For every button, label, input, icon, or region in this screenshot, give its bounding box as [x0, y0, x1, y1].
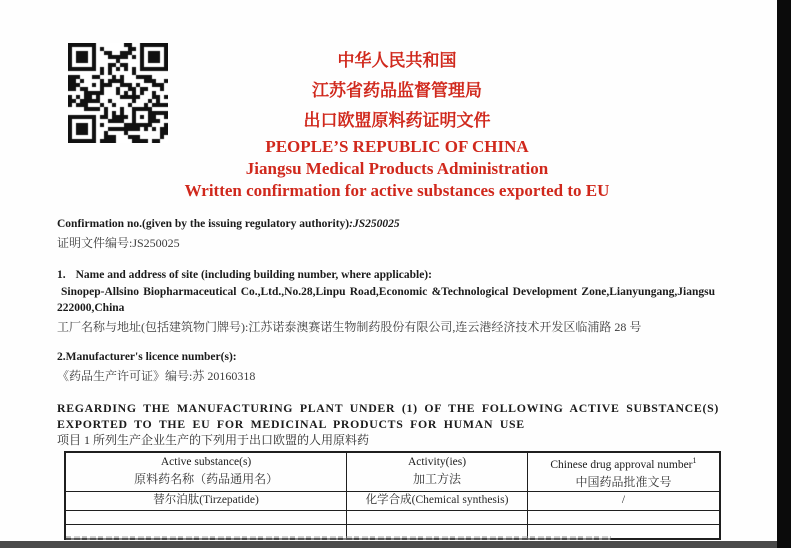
title-authority-en: Jiangsu Medical Products Administration — [245, 159, 549, 178]
cell-approval: / — [527, 491, 720, 510]
title-authority-zh: 江苏省药品监督管理局 — [312, 81, 482, 101]
active-substance-table — [64, 451, 721, 540]
regarding-statement-en: REGARDING THE MANUFACTURING PLANT UNDER (1) OF THE FOLLOWING ACTIVE SUBSTANCE(S) EXPORTED TO THE EU FOR MEDICINAL PRODUCTS FOR HUMAN USE — [57, 401, 719, 431]
section-1-heading — [57, 268, 715, 283]
header-active-substance-en: Active substance(s) — [160, 456, 252, 469]
header-activity — [347, 452, 528, 491]
table-row — [65, 491, 720, 510]
site-address-en: Sinopep-Allsino Biopharmaceutical Co.,Ltd.,No.28,Linpu Road,Economic &Technological Development Zone,Lianyungang,Jiangsu 222000,China — [57, 286, 715, 314]
confirmation-paren: (given by the issuing regulatory authority) — [141, 218, 350, 230]
header-activity-en: Activity(ies) — [407, 456, 467, 469]
footnote-marker: 1 — [692, 456, 697, 465]
header-active-substance-zh: 原料药名称（药品通用名） — [134, 472, 279, 487]
header-approval-number-en — [532, 453, 715, 473]
header-approval-number — [527, 452, 720, 491]
header-approval-number-zh: 中国药品批准文号 — [575, 474, 672, 489]
document-title-block — [57, 46, 737, 202]
confirmation-value: :JS250025 — [349, 218, 400, 230]
title-country-zh: 中华人民共和国 — [337, 51, 457, 71]
title-country-en: PEOPLE’S REPUBLIC OF CHINA — [265, 137, 529, 156]
site-address-zh: 工厂名称与地址(包括建筑物门牌号):江苏诺泰澳赛诺生物制药股份有限公司,连云港经济技术开发区临浦路 28 号 — [57, 320, 642, 334]
title-doctype-en: Written confirmation for active substances exported to EU — [184, 181, 610, 200]
confirmation-number-block — [57, 217, 717, 251]
cell-substance: 替尔泊肽(Tirzepatide) — [65, 491, 347, 510]
header-approval-number-text: Chinese drug approval number — [550, 458, 693, 471]
cell-activity: 化学合成(Chemical synthesis) — [347, 491, 528, 510]
section-1-number: 1. — [57, 269, 66, 281]
section-1-site-name-address — [57, 268, 715, 335]
cell-substance — [65, 510, 347, 524]
header-activity-zh: 加工方法 — [413, 472, 462, 487]
confirmation-label: Confirmation no. — [57, 218, 142, 230]
window-bottom-edge — [0, 541, 778, 548]
table-row — [65, 510, 720, 524]
window-right-edge — [777, 0, 791, 548]
section-2-heading: 2.Manufacturer's licence number(s): — [57, 351, 237, 363]
header-active-substance — [65, 452, 347, 491]
cutoff-footnote-blur — [66, 536, 611, 540]
section-2-licence-number — [57, 350, 715, 384]
licence-number-zh: 《药品生产许可证》编号:苏 20160318 — [57, 369, 256, 383]
regarding-statement-block — [57, 401, 719, 448]
cell-activity — [347, 510, 528, 524]
title-doctype-zh: 出口欧盟原料药证明文件 — [303, 111, 491, 131]
table-header-row — [65, 452, 720, 491]
cell-approval — [527, 510, 720, 524]
section-1-heading-text: Name and address of site (including building number, where applicable): — [75, 269, 432, 281]
confirmation-number-line-en — [57, 217, 717, 232]
confirmation-number-line-zh: 证明文件编号:JS250025 — [57, 236, 180, 250]
regarding-statement-zh: 项目 1 所列生产企业生产的下列用于出口欧盟的人用原料药 — [57, 433, 370, 447]
